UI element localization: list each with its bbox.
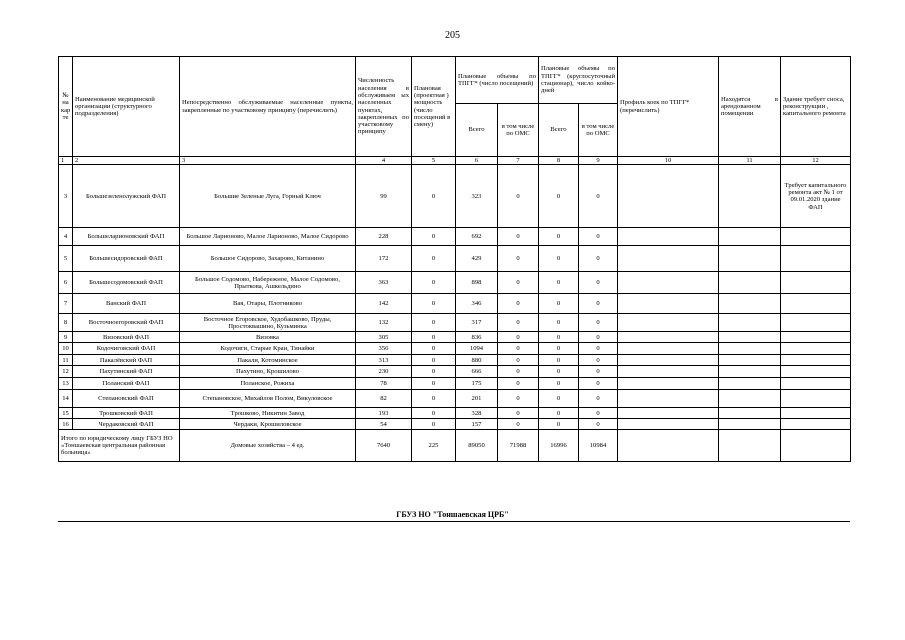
- total-rebuild: [781, 430, 851, 462]
- visits-total: 1094: [456, 343, 498, 355]
- header-beds-total: Всего: [539, 104, 579, 157]
- bed-profile: [618, 378, 719, 390]
- column-number: 8: [539, 157, 579, 165]
- population: 228: [356, 228, 412, 246]
- bed-days-oms: 0: [579, 366, 618, 378]
- rented: [719, 366, 781, 378]
- visits-total: 836: [456, 332, 498, 343]
- bed-days-total: 0: [539, 366, 579, 378]
- table-row: [59, 355, 851, 366]
- served-points: Вая, Отары, Плотниково: [180, 294, 356, 314]
- served-points: Степановское, Михайлов Полом, Викуловское: [180, 390, 356, 408]
- bed-days-total: 0: [539, 165, 579, 228]
- row-number: 7: [59, 294, 73, 314]
- table-row: [59, 378, 851, 390]
- row-number: 3: [59, 165, 73, 228]
- column-number: 1: [59, 157, 73, 165]
- visits-oms: 0: [498, 228, 539, 246]
- header-beds-oms: в том числе по ОМС: [579, 104, 618, 157]
- population: 82: [356, 390, 412, 408]
- row-number: 8: [59, 314, 73, 332]
- column-number: 2: [73, 157, 180, 165]
- column-number: 5: [412, 157, 456, 165]
- served-points: Визовка: [180, 332, 356, 343]
- visits-oms: 0: [498, 366, 539, 378]
- facility-name: Пакалёвский ФАП: [73, 355, 180, 366]
- header-rented: Находятся в арендованном помещении: [719, 57, 781, 157]
- header-no: № на кар те: [59, 57, 73, 157]
- facility-name: Восточноегоровский ФАП: [73, 314, 180, 332]
- visits-total: 880: [456, 355, 498, 366]
- row-number: 4: [59, 228, 73, 246]
- header-capacity: Плановая (проектная ) мощность (число посещений в смену): [412, 57, 456, 157]
- total-bed-days-oms: 10984: [579, 430, 618, 462]
- visits-total: 328: [456, 408, 498, 419]
- bed-days-oms: 0: [579, 390, 618, 408]
- facility-name: Большезеленолужский ФАП: [73, 165, 180, 228]
- bed-profile: [618, 408, 719, 419]
- row-number: 14: [59, 390, 73, 408]
- bed-profile: [618, 343, 719, 355]
- bed-days-oms: 0: [579, 343, 618, 355]
- capacity: 0: [412, 314, 456, 332]
- bed-days-oms: 0: [579, 272, 618, 294]
- bed-profile: [618, 419, 719, 430]
- served-points: Поланское, Рожиха: [180, 378, 356, 390]
- rebuild-note: [781, 378, 851, 390]
- visits-oms: 0: [498, 390, 539, 408]
- facility-name: Степановский ФАП: [73, 390, 180, 408]
- bed-days-total: 0: [539, 272, 579, 294]
- bed-days-total: 0: [539, 408, 579, 419]
- footer-rule: [58, 521, 850, 522]
- rebuild-note: [781, 408, 851, 419]
- bed-days-total: 0: [539, 390, 579, 408]
- population: 132: [356, 314, 412, 332]
- bed-days-oms: 0: [579, 355, 618, 366]
- served-points: Большие Зеленые Луга, Горный Ключ: [180, 165, 356, 228]
- bed-profile: [618, 314, 719, 332]
- column-number: 6: [456, 157, 498, 165]
- table-row: [59, 228, 851, 246]
- column-number: 12: [781, 157, 851, 165]
- visits-total: 346: [456, 294, 498, 314]
- table-row: [59, 272, 851, 294]
- capacity: 0: [412, 390, 456, 408]
- rented: [719, 378, 781, 390]
- bed-days-total: 0: [539, 314, 579, 332]
- header-bed-profile: Профиль коек по ТПГГ* (перечислить): [618, 57, 719, 157]
- served-points: Восточное Егоровское, Худобашково, Пруды, Простоквашино, Кузьминка: [180, 314, 356, 332]
- table-row: [59, 366, 851, 378]
- capacity: 0: [412, 228, 456, 246]
- bed-days-total: 0: [539, 355, 579, 366]
- rented: [719, 314, 781, 332]
- rented: [719, 272, 781, 294]
- bed-days-oms: 0: [579, 246, 618, 272]
- column-number: 7: [498, 157, 539, 165]
- population: 54: [356, 419, 412, 430]
- capacity: 0: [412, 343, 456, 355]
- row-number: 16: [59, 419, 73, 430]
- bed-days-total: 0: [539, 332, 579, 343]
- row-number: 6: [59, 272, 73, 294]
- total-bed-days: 16996: [539, 430, 579, 462]
- rented: [719, 332, 781, 343]
- visits-oms: 0: [498, 355, 539, 366]
- capacity: 0: [412, 366, 456, 378]
- visits-oms: 0: [498, 378, 539, 390]
- rented: [719, 228, 781, 246]
- header-visits-total: Всего: [456, 104, 498, 157]
- served-points: Пахутино, Крошилово: [180, 366, 356, 378]
- visits-oms: 0: [498, 332, 539, 343]
- facility-name: Большесодомовский ФАП: [73, 272, 180, 294]
- page-number: 205: [445, 30, 460, 41]
- bed-profile: [618, 390, 719, 408]
- visits-oms: 0: [498, 246, 539, 272]
- rebuild-note: [781, 332, 851, 343]
- table-row: [59, 390, 851, 408]
- rebuild-note: [781, 366, 851, 378]
- capacity: 0: [412, 419, 456, 430]
- rebuild-note: [781, 390, 851, 408]
- column-number: 9: [579, 157, 618, 165]
- rebuild-note: [781, 355, 851, 366]
- capacity: 0: [412, 355, 456, 366]
- bed-days-total: 0: [539, 378, 579, 390]
- rented: [719, 355, 781, 366]
- bed-days-oms: 0: [579, 419, 618, 430]
- facility-name: Ванский ФАП: [73, 294, 180, 314]
- capacity: 0: [412, 408, 456, 419]
- header-served-points: Непосредственно обслуживаемые населенные пункты, закрепленные по участковому принципу (перечислить): [180, 57, 356, 157]
- row-number: 11: [59, 355, 73, 366]
- row-number: 9: [59, 332, 73, 343]
- rebuild-note: [781, 228, 851, 246]
- visits-total: 429: [456, 246, 498, 272]
- visits-total: 323: [456, 165, 498, 228]
- column-number: 10: [618, 157, 719, 165]
- rebuild-note: [781, 272, 851, 294]
- bed-days-oms: 0: [579, 314, 618, 332]
- served-points: Пакали, Котоминское: [180, 355, 356, 366]
- rebuild-note: [781, 314, 851, 332]
- facility-name: Поланский ФАП: [73, 378, 180, 390]
- rebuild-note: Требует капитального ремонта акт № 1 от 09.01.2020 здание ФАП: [781, 165, 851, 228]
- row-number: 12: [59, 366, 73, 378]
- total-capacity: 225: [412, 430, 456, 462]
- population: 142: [356, 294, 412, 314]
- visits-oms: 0: [498, 272, 539, 294]
- visits-total: 692: [456, 228, 498, 246]
- header-beds-volume: Плановые объемы по ТПГГ* (круглосуточный стационар), число койко-дней: [539, 57, 618, 104]
- visits-total: 175: [456, 378, 498, 390]
- capacity: 0: [412, 332, 456, 343]
- population: 230: [356, 366, 412, 378]
- rebuild-note: [781, 343, 851, 355]
- table-row: [59, 419, 851, 430]
- rebuild-note: [781, 419, 851, 430]
- header-population: Численность населения в обслуживаем ых населенных пунктах, закрепленных по участковому принципу: [356, 57, 412, 157]
- bed-profile: [618, 366, 719, 378]
- bed-profile: [618, 246, 719, 272]
- total-points: Домовые хозяйства – 4 ед.: [180, 430, 356, 462]
- served-points: Кодочиги, Старые Краи, Тинайки: [180, 343, 356, 355]
- bed-days-oms: 0: [579, 165, 618, 228]
- visits-oms: 0: [498, 419, 539, 430]
- total-rented: [719, 430, 781, 462]
- visits-oms: 0: [498, 314, 539, 332]
- bed-days-oms: 0: [579, 378, 618, 390]
- header-visits-oms: в том числе по ОМС: [498, 104, 539, 157]
- visits-oms: 0: [498, 165, 539, 228]
- facilities-table: [58, 56, 851, 462]
- bed-profile: [618, 355, 719, 366]
- population: 363: [356, 272, 412, 294]
- total-profile: [618, 430, 719, 462]
- rented: [719, 390, 781, 408]
- visits-total: 157: [456, 419, 498, 430]
- row-number: 15: [59, 408, 73, 419]
- total-visits-oms: 71988: [498, 430, 539, 462]
- facility-name: Трошковский ФАП: [73, 408, 180, 419]
- bed-profile: [618, 294, 719, 314]
- served-points: Большое Содомово, Набережное, Малое Содомово, Прыткова, Ашкельдино: [180, 272, 356, 294]
- facility-name: Большесидоровский ФАП: [73, 246, 180, 272]
- served-points: Чердаки, Крошиловское: [180, 419, 356, 430]
- facility-name: Кодочиговский ФАП: [73, 343, 180, 355]
- bed-profile: [618, 165, 719, 228]
- table-row: [59, 408, 851, 419]
- bed-days-total: 0: [539, 228, 579, 246]
- visits-oms: 0: [498, 408, 539, 419]
- population: 305: [356, 332, 412, 343]
- rented: [719, 165, 781, 228]
- bed-days-oms: 0: [579, 294, 618, 314]
- bed-profile: [618, 228, 719, 246]
- visits-oms: 0: [498, 294, 539, 314]
- facility-name: Визовский ФАП: [73, 332, 180, 343]
- capacity: 0: [412, 246, 456, 272]
- served-points: Большое Ларионово, Малое Ларионово, Малое Сидорово: [180, 228, 356, 246]
- total-population: 7640: [356, 430, 412, 462]
- capacity: 0: [412, 272, 456, 294]
- table-row: [59, 332, 851, 343]
- bed-days-oms: 0: [579, 408, 618, 419]
- footer-organization-title: ГБУЗ НО "Тоншаевская ЦРБ": [396, 510, 509, 519]
- table-row: [59, 165, 851, 228]
- rented: [719, 294, 781, 314]
- visits-total: 666: [456, 366, 498, 378]
- table-row: [59, 314, 851, 332]
- row-number: 13: [59, 378, 73, 390]
- served-points: Большое Сидорово, Захарово, Китанино: [180, 246, 356, 272]
- visits-total: 898: [456, 272, 498, 294]
- table-row: [59, 343, 851, 355]
- row-number: 10: [59, 343, 73, 355]
- population: 172: [356, 246, 412, 272]
- bed-profile: [618, 272, 719, 294]
- rented: [719, 408, 781, 419]
- visits-total: 201: [456, 390, 498, 408]
- bed-days-oms: 0: [579, 228, 618, 246]
- row-number: 5: [59, 246, 73, 272]
- bed-days-total: 0: [539, 343, 579, 355]
- population: 313: [356, 355, 412, 366]
- population: 78: [356, 378, 412, 390]
- visits-total: 317: [456, 314, 498, 332]
- total-label: Итого по юридическому лицу ГБУЗ НО «Тоншаевская центральная районная больница»: [59, 430, 180, 462]
- rented: [719, 246, 781, 272]
- population: 193: [356, 408, 412, 419]
- population: 356: [356, 343, 412, 355]
- visits-oms: 0: [498, 343, 539, 355]
- bed-days-total: 0: [539, 294, 579, 314]
- capacity: 0: [412, 378, 456, 390]
- rebuild-note: [781, 294, 851, 314]
- served-points: Трошково, Никитин Завод: [180, 408, 356, 419]
- table-row: [59, 294, 851, 314]
- bed-days-total: 0: [539, 246, 579, 272]
- population: 99: [356, 165, 412, 228]
- facility-name: Большеларионовский ФАП: [73, 228, 180, 246]
- table-row: [59, 246, 851, 272]
- facility-name: Пахутинский ФАП: [73, 366, 180, 378]
- rebuild-note: [781, 246, 851, 272]
- facility-name: Чердаковский ФАП: [73, 419, 180, 430]
- bed-profile: [618, 332, 719, 343]
- bed-days-total: 0: [539, 419, 579, 430]
- total-row: [59, 430, 851, 462]
- rented: [719, 419, 781, 430]
- capacity: 0: [412, 165, 456, 228]
- header-visits-volume: Плановые объемы по ТПГГ* (число посещений): [456, 57, 539, 104]
- rented: [719, 343, 781, 355]
- bed-days-oms: 0: [579, 332, 618, 343]
- column-number-row: [59, 157, 851, 165]
- header-rebuild: Здание требует сноса, реконструкции , капитального ремонта: [781, 57, 851, 157]
- column-number: 3: [180, 157, 356, 165]
- capacity: 0: [412, 294, 456, 314]
- header-organization: Наименование медицинской организации (структурного подразделения): [73, 57, 180, 157]
- column-number: 4: [356, 157, 412, 165]
- column-number: 11: [719, 157, 781, 165]
- total-visits: 89050: [456, 430, 498, 462]
